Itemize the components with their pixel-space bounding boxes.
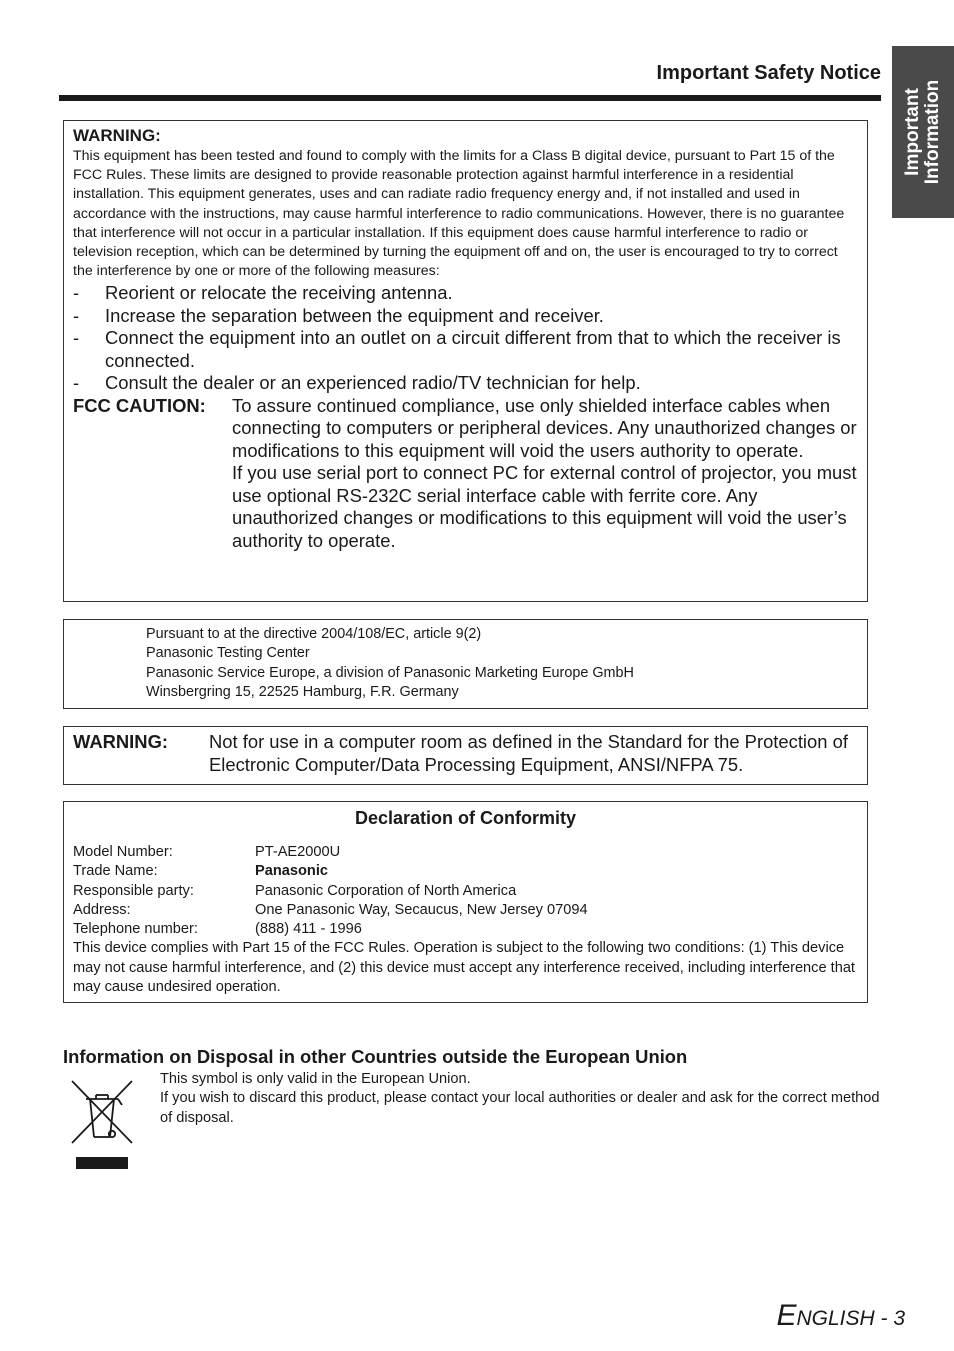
eu-line: Panasonic Service Europe, a division of Panasonic Marketing Europe GmbH <box>146 664 634 681</box>
footer-initial: E <box>776 1299 797 1332</box>
eu-line: Winsbergring 15, 22525 Hamburg, F.R. Germany <box>146 683 459 700</box>
nfpa-warning-label: WARNING: <box>73 731 169 752</box>
conformity-row <box>73 862 858 881</box>
fcc-caution-label: FCC CAUTION: <box>73 394 206 416</box>
side-tab <box>892 46 954 218</box>
side-tab-line-1: Important <box>902 88 923 176</box>
disposal-line-2: If you wish to discard this product, please contact your local authorities or dealer and ask for the correct method of disposal. <box>160 1090 880 1126</box>
conformity-value: (888) 411 - 1996 <box>255 921 362 938</box>
list-item: - Connect the equipment into an outlet on a circuit different from that to which the receiver is connected. <box>73 327 841 371</box>
fcc-caution-paragraph-1: To assure continued compliance, use only shielded interface cables when connecting to computers or peripheral devices. Any unauthorized changes or modifications to this equipment will void the users authority to operate. <box>232 394 857 461</box>
list-item: - Increase the separation between the equipment and receiver. <box>73 304 604 326</box>
conformity-statement: This device complies with Part 15 of the FCC Rules. Operation is subject to the following two conditions: (1) This device may not cause harmful interference, and (2) this device must accept any interference received, including interference that may cause undesired operation. <box>73 940 855 996</box>
disposal-text <box>160 1070 890 1128</box>
side-tab-line-2: Information <box>922 79 943 185</box>
measures-list <box>73 282 858 395</box>
conformity-value: Panasonic Corporation of North America <box>255 882 517 899</box>
conformity-row <box>73 882 858 901</box>
conformity-key: Trade Name: <box>73 863 158 880</box>
conformity-key: Responsible party: <box>73 882 194 899</box>
page-number: - 3 <box>874 1307 905 1330</box>
list-item: - Reorient or relocate the receiving antenna. <box>73 282 453 304</box>
declaration-of-conformity-box <box>63 801 868 1003</box>
conformity-value: PT-AE2000U <box>255 844 341 860</box>
eu-line: Pursuant to at the directive 2004/108/EC, article 9(2) <box>146 626 482 642</box>
conformity-row <box>73 901 858 920</box>
conformity-title: Declaration of Conformity <box>354 808 577 828</box>
disposal-line-1: This symbol is only valid in the European Union. <box>160 1071 471 1087</box>
fcc-caution-paragraph-2: If you use serial port to connect PC for external control of projector, you must use optional RS-232C serial interface cable with ferrite core. Any unauthorized changes or modifications to this equipment will void the user’s authority to operate. <box>232 462 857 551</box>
nfpa-warning-box <box>63 726 868 785</box>
conformity-row <box>73 920 858 939</box>
conformity-value: One Panasonic Way, Secaucus, New Jersey 07094 <box>255 901 588 918</box>
conformity-row <box>73 843 858 862</box>
fcc-warning-box <box>63 120 868 602</box>
header-rule <box>59 95 881 101</box>
eu-line: Panasonic Testing Center <box>146 645 310 662</box>
conformity-key: Telephone number: <box>73 921 198 938</box>
list-item: - Consult the dealer or an experienced radio/TV technician for help. <box>73 372 641 394</box>
crossed-out-wheelie-bin-icon <box>66 1075 138 1175</box>
page-header-title: Important Safety Notice <box>656 62 881 84</box>
fcc-caution-text <box>232 395 858 553</box>
warning-label: WARNING: <box>73 126 161 145</box>
fcc-caution <box>73 395 858 553</box>
eu-directive-box <box>63 619 868 709</box>
warning-text: This equipment has been tested and found to comply with the limits for a Class B digital device, pursuant to Part 15 of the FCC Rules. These limits are designed to provide reasonable protection against harmful interference in a residential installation. This equipment generates, uses and can radiate radio frequency energy and, if not installed and used in accordance with the instructions, may cause harmful interference to radio communications. However, there is no guarantee that interference will not occur in a particular installation. If this equipment does cause harmful interference to radio or television reception, which can be determined by turning the equipment off and on, the user is encouraged to try to correct the interference by one or more of the following measures: <box>73 148 845 280</box>
disposal-title: Information on Disposal in other Countries outside the European Union <box>63 1046 688 1067</box>
conformity-value: Panasonic <box>255 863 328 880</box>
footer-language: NGLISH <box>796 1307 875 1330</box>
nfpa-warning-text: Not for use in a computer room as defined in the Standard for the Protection of Electronic Computer/Data Processing Equipment, ANSI/NFPA 75. <box>209 731 848 775</box>
conformity-key: Address: <box>73 901 131 918</box>
conformity-key: Model Number: <box>73 844 173 860</box>
page-footer <box>700 1298 905 1337</box>
